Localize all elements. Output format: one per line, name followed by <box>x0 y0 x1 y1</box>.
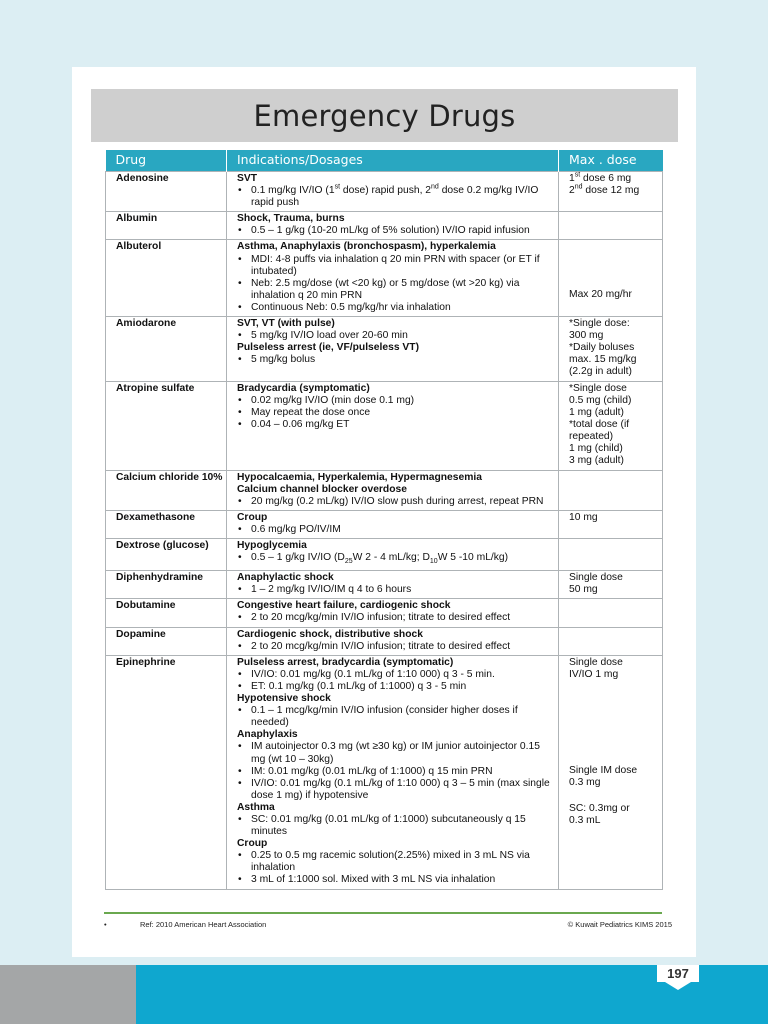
max-dose-line: Max 20 mg/hr <box>569 289 632 301</box>
footer-band-grey <box>0 965 136 1024</box>
drug-indications <box>227 510 559 538</box>
table-row <box>106 510 663 538</box>
emergency-drugs-table <box>105 150 663 890</box>
max-dose-line: 50 mg <box>569 584 598 596</box>
dosage-item: • 1 – 2 mg/kg IV/IO/IM q 4 to 6 hours <box>237 584 555 596</box>
table-row <box>106 240 663 317</box>
max-dose-line: 1 mg (adult) <box>569 406 624 418</box>
drug-name: Atropine sulfate <box>106 381 227 470</box>
max-dose <box>559 317 663 381</box>
drug-indications <box>227 599 559 627</box>
dosage-item: • SC: 0.01 mg/kg (0.01 mL/kg of 1:1000) subcutaneously q 15 minutes <box>237 814 555 838</box>
dosage-item: • 0.25 to 0.5 mg racemic solution(2.25%) mixed in 3 mL NS via inhalation <box>237 850 555 874</box>
table-row <box>106 212 663 240</box>
max-dose-line: 1 mg (child) <box>569 442 623 454</box>
max-dose-line: 0.3 mL <box>569 815 601 827</box>
max-dose-group <box>569 803 659 827</box>
indication-heading: Croup <box>237 511 268 523</box>
max-dose <box>559 212 663 240</box>
drug-name: Dobutamine <box>106 599 227 627</box>
page-number: 197 <box>657 965 699 982</box>
indication-heading: Hypocalcaemia, Hyperkalemia, Hypermagnesemia <box>237 471 482 483</box>
table-row <box>106 172 663 212</box>
max-dose <box>559 655 663 889</box>
table-row <box>106 317 663 381</box>
max-dose-line: repeated) <box>569 430 614 442</box>
header-drug: Drug <box>106 150 227 172</box>
indication-heading: SVT, VT (with pulse) <box>237 318 335 330</box>
max-dose-line: 0.5 mg (child) <box>569 394 632 406</box>
footer-copyright: © Kuwait Pediatrics KIMS 2015 <box>567 920 672 929</box>
max-dose-line: 10 mg <box>569 511 598 523</box>
max-dose-line: SC: 0.3mg or <box>569 803 630 815</box>
drug-indications <box>227 627 559 655</box>
dosage-item: • Continuous Neb: 0.5 mg/kg/hr via inhalation <box>237 302 555 314</box>
dosage-item: • ET: 0.1 mg/kg (0.1 mL/kg of 1:1000) q 3 - 5 min <box>237 681 555 693</box>
indication-heading: Hypotensive shock <box>237 693 331 705</box>
indication-heading: Anaphylactic shock <box>237 572 334 584</box>
max-dose-group <box>569 765 659 789</box>
dosage-item: • 0.1 mg/kg IV/IO (1st dose) rapid push, 2nd dose 0.2 mg/kg IV/IO rapid push <box>237 185 555 209</box>
max-dose-line: *Single dose: <box>569 318 630 330</box>
drug-indications <box>227 212 559 240</box>
max-dose-line: *Single dose <box>569 382 627 394</box>
indication-heading: Shock, Trauma, burns <box>237 213 345 225</box>
table-row <box>106 538 663 570</box>
page-number-pointer <box>665 982 691 990</box>
title-banner <box>91 89 678 142</box>
indication-heading: Pulseless arrest (ie, VF/pulseless VT) <box>237 342 419 354</box>
drug-name: Adenosine <box>106 172 227 212</box>
table-row <box>106 599 663 627</box>
drug-indications <box>227 470 559 510</box>
drug-indications <box>227 240 559 317</box>
max-dose-line: 0.3 mg <box>569 777 601 789</box>
dosage-item: • MDI: 4-8 puffs via inhalation q 20 min PRN with spacer (or ET if intubated) <box>237 254 555 278</box>
document-page <box>72 67 696 957</box>
table-header-row <box>106 150 663 172</box>
drug-name: Dexamethasone <box>106 510 227 538</box>
indication-heading: Hypoglycemia <box>237 539 307 551</box>
footer-bullet: • <box>104 920 107 929</box>
drug-indications <box>227 317 559 381</box>
indication-heading: Cardiogenic shock, distributive shock <box>237 628 423 640</box>
drug-indications <box>227 172 559 212</box>
max-dose <box>559 571 663 599</box>
dosage-item: • 2 to 20 mcg/kg/min IV/IO infusion; titrate to desired effect <box>237 612 555 624</box>
max-dose <box>559 381 663 470</box>
table-row <box>106 470 663 510</box>
table-row <box>106 571 663 599</box>
max-dose-line: 300 mg <box>569 330 604 342</box>
dosage-item: • 0.04 – 0.06 mg/kg ET <box>237 419 555 431</box>
table-bottom-rule <box>104 912 662 914</box>
indication-heading: Pulseless arrest, bradycardia (symptomatic) <box>237 656 454 668</box>
indication-heading: Asthma, Anaphylaxis (bronchospasm), hyperkalemia <box>237 241 496 253</box>
max-dose-line: 2nd dose 12 mg <box>569 183 640 197</box>
dosage-item: • 3 mL of 1:1000 sol. Mixed with 3 mL NS via inhalation <box>237 874 555 886</box>
max-dose-line: Single IM dose <box>569 764 638 776</box>
max-dose <box>559 627 663 655</box>
table-row <box>106 381 663 470</box>
drug-indications <box>227 655 559 889</box>
indication-heading: Calcium channel blocker overdose <box>237 483 407 495</box>
dosage-item: • IV/IO: 0.01 mg/kg (0.1 mL/kg of 1:10 000) q 3 - 5 min. <box>237 669 555 681</box>
max-dose-line: max. 15 mg/kg <box>569 354 637 366</box>
max-dose <box>559 172 663 212</box>
dosage-item: • 5 mg/kg IV/IO load over 20-60 min <box>237 330 555 342</box>
max-dose-line: *Daily boluses <box>569 342 635 354</box>
max-dose-line: IV/IO 1 mg <box>569 668 619 680</box>
dosage-item: • 5 mg/kg bolus <box>237 354 555 366</box>
max-dose-line: (2.2g in adult) <box>569 366 632 378</box>
max-dose-line: *total dose (if <box>569 418 630 430</box>
max-dose <box>559 470 663 510</box>
dosage-item: • 0.02 mg/kg IV/IO (min dose 0.1 mg) <box>237 395 555 407</box>
dosage-item: • IM: 0.01 mg/kg (0.01 mL/kg of 1:1000) q 15 min PRN <box>237 766 555 778</box>
indication-heading: Anaphylaxis <box>237 729 298 741</box>
table-row <box>106 627 663 655</box>
table-row <box>106 655 663 889</box>
page-title: Emergency Drugs <box>253 98 516 133</box>
header-indications: Indications/Dosages <box>227 150 559 172</box>
dosage-item: • Neb: 2.5 mg/dose (wt <20 kg) or 5 mg/dose (wt >20 kg) via inhalation q 20 min PRN <box>237 278 555 302</box>
indication-heading: Bradycardia (symptomatic) <box>237 382 370 394</box>
max-dose-line: 1st dose 6 mg <box>569 171 632 184</box>
header-max-dose: Max . dose <box>559 150 663 172</box>
max-dose-line: Single dose <box>569 572 623 584</box>
indication-heading: Croup <box>237 838 268 850</box>
dosage-item: • 20 mg/kg (0.2 mL/kg) IV/IO slow push during arrest, repeat PRN <box>237 496 555 508</box>
indication-heading: SVT <box>237 173 258 184</box>
dosage-item: • IM autoinjector 0.3 mg (wt ≥30 kg) or IM junior autoinjector 0.15 mg (wt 10 – 30kg) <box>237 741 555 765</box>
indication-heading: Congestive heart failure, cardiogenic shock <box>237 600 451 612</box>
max-dose <box>559 240 663 317</box>
dosage-item: • 2 to 20 mcg/kg/min IV/IO infusion; titrate to desired effect <box>237 641 555 653</box>
drug-name: Albuterol <box>106 240 227 317</box>
dosage-item: • 0.5 – 1 g/kg (10-20 mL/kg of 5% solution) IV/IO rapid infusion <box>237 225 555 237</box>
indication-heading: Asthma <box>237 801 275 813</box>
max-dose-line: Single dose <box>569 656 623 668</box>
drug-name: Albumin <box>106 212 227 240</box>
max-dose <box>559 538 663 570</box>
dosage-item: • May repeat the dose once <box>237 407 555 419</box>
drug-name: Amiodarone <box>106 317 227 381</box>
drug-name: Calcium chloride 10% <box>106 470 227 510</box>
drug-name: Diphenhydramine <box>106 571 227 599</box>
drug-name: Dopamine <box>106 627 227 655</box>
drug-indications <box>227 381 559 470</box>
drug-name: Epinephrine <box>106 655 227 889</box>
footer-reference: Ref: 2010 American Heart Association <box>140 920 267 929</box>
drug-indications <box>227 571 559 599</box>
dosage-item: • 0.1 – 1 mcg/kg/min IV/IO infusion (consider higher doses if needed) <box>237 705 555 729</box>
drug-indications <box>227 538 559 570</box>
dosage-item: • 0.5 – 1 g/kg IV/IO ($D_{25}W$ 2 - 4 mL/kg; $D_{10}W$ 5 -10 mL/kg) <box>237 552 555 568</box>
dosage-item: • IV/IO: 0.01 mg/kg (0.1 mL/kg of 1:10 000) q 3 – 5 min (max single dose 1 mg) if hypotensive <box>237 778 555 802</box>
drug-name: Dextrose (glucose) <box>106 538 227 570</box>
max-dose-line: 3 mg (adult) <box>569 455 624 467</box>
max-dose <box>559 510 663 538</box>
max-dose <box>559 599 663 627</box>
dosage-item: • 0.6 mg/kg PO/IV/IM <box>237 524 555 536</box>
